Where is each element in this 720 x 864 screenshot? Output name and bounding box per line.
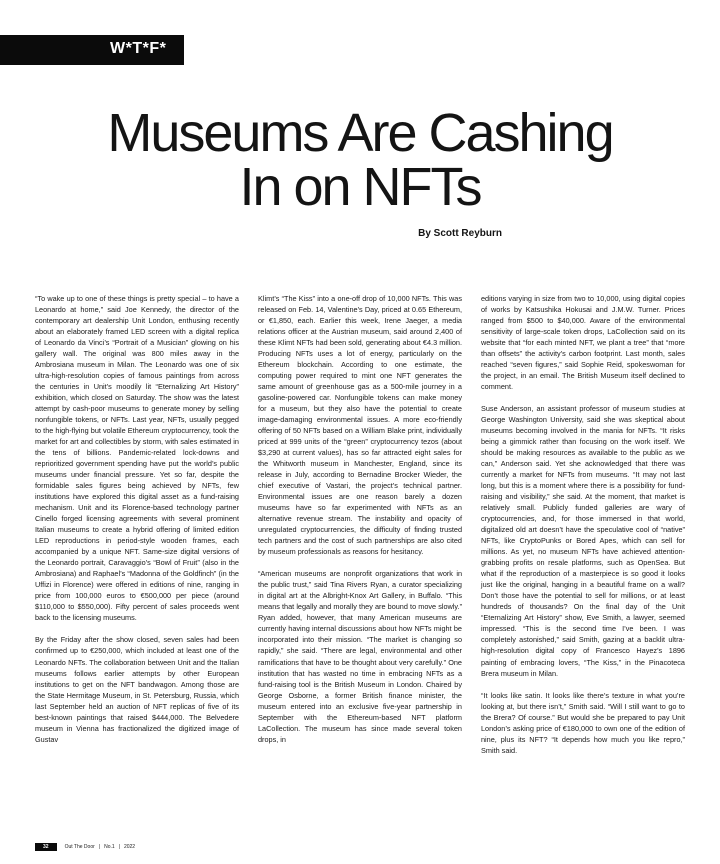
issue-year: 2022 xyxy=(123,844,136,850)
paragraph: “It looks like satin. It looks like there’s texture in what you’re looking at, but there isn’t,” Smith said. “Will I still want to go to the Brera? Of course.” But would she be prepared to pay Unit London’s asking price of €180,000 to own one of the edition of nine, plus its NFT? “It depends how much you like repro,” Smith said. xyxy=(481,690,685,755)
byline: By Scott Reyburn xyxy=(418,228,502,239)
footer-separator: | xyxy=(98,844,101,850)
paragraph: editions varying in size from two to 10,000, using digital copies of works by Katsushika Hokusai and J.M.W. Turner. Prices ranged from $500 to $40,000. Aware of the environmental sensitivity of large-scale token drops, LaCollection said on its website that “for each minted NFT, we plant a tree” that “more than offsets” the activity’s carbon footprint. Last month, sales reached “seven figures,” said Sophie Reid, spokeswoman for the project, in an email. The British Museum itself declined to comment. xyxy=(481,294,685,392)
paragraph: “To wake up to one of these things is pretty special – to have a Leonardo at home,” said Joe Kennedy, the director of the contemporary art dealership Unit London, enthusing recently about an elaborately framed LED screen with a digital replica of Leonardo da Vinci’s “Portrait of a Musician” glowing on his gallery wall. The original was 800 miles away in the Ambrosiana museum in Milan. The Leonardo was one of six ultra-high-resolution copies of famous paintings from across the centuries in Unit’s moodily lit “Eternalizing Art History” exhibition, which closed on Saturday. The show was the latest attempt by cash-poor museums to generate money by selling nonfungible tokens, or NFTs. Last year, NFTs, usually pegged to the high-flying but volatile Ethereum cryptocurrency, took the market for art and collectibles by storm, with sales estimated in the tens of billions. Pandemic-related lock-downs and reprioritized government spending have put the world’s public museums under financial pressure. Yet so far, despite the formidable sales figures being achieved by NFTs, few institutions have explored this digital asset as a fund-raising mechanism. Unit and its Florence-based technology partner Cinello forged licensing agreements with several prominent Italian museums to create a hybrid offering of limited edition LED reproductions in period-style wooden frames, each accompanied by a unique NFT. Same-size digital versions of the Leonardo portrait, Caravaggio’s “Bowl of Fruit” (also in the Ambrosiana) and Raphael’s “Madonna of the Goldfinch” (in the Uffizi in Florence) were offered in editions of nine, ranging in price from 100,000 euros to €500,000 per piece (around $110,000 to $550,000). Fifty percent of sales proceeds went back to the licensing museums. xyxy=(35,294,239,623)
column-1 xyxy=(35,293,239,756)
column-3 xyxy=(481,293,685,767)
article-body xyxy=(35,293,715,825)
paragraph: By the Friday after the show closed, seven sales had been confirmed up to €250,000, which included at least one of the Leonardo NFTs. The collaboration between Unit and the Italian museums follows earlier attempts by other European institutions to get on the NFT bandwagon. Among those are the State Hermitage Museum, in St. Petersburg, Russia, which last September held an auction of NFT replicas of five of its best-known paintings that raised $444,000. The Belvedere museum in Vienna has fractionalized the digitized image of Gustav xyxy=(35,635,239,744)
publication-name: Out The Door xyxy=(64,844,95,850)
paragraph: Klimt’s “The Kiss” into a one-off drop of 10,000 NFTs. This was released on Feb. 14, Valentine’s Day, priced at 0.65 Ethereum, or €1,850, each. Earlier this week, Irene Jaeger, a media relations officer at the Austrian museum, said around 2,400 of these Klimt NFTs had been sold, generating about €4.3 million. Producing NFTs uses a lot of energy, particularly on the Ethereum blockchain. According to one estimate, the computing power required to mint one NFT generates the same amount of greenhouse gas as a 500-mile journey in a gasoline-powered car. Nonfungible tokens can make money for a museum, but they also have the potential to create image-damaging environmental issues. A more eco-friendly offering of 50 NFTs based on a William Blake print, individually priced at 999 units of the “green” cryptocurrency tezos (about $3,290 at current values), has so far attracted eight sales for the Whitworth museum in Manchester, England, since its release in July, according to Bernadine Brocker Wieder, the chief executive of Vastari, the project’s technical partner. Environmental issues are one reason barely a dozen museums have so far experimented with NFTs as an alternative revenue stream. The instability and opacity of unregulated cryptocurrencies, the difficulty of finding trusted tech partners and the cost of such partnerships are also cited by museum professionals as reasons for hesitancy. xyxy=(258,294,462,557)
footer-separator: | xyxy=(118,844,120,850)
section-tag: W*T*F* xyxy=(110,40,167,57)
paragraph: “American museums are nonprofit organizations that work in the public trust,” said Tina Rivers Ryan, a curator specializing in digital art at the Albright-Knox Art Gallery, in Buffalo. “This means that legally and morally they are bound to move slowly.” Ryan added, however, that many American museums are currently having internal discussions about how NFTs might be incorporated into their mission. “The market is changing so rapidly,” she said. “There are legal, environmental and other ramifications that have to be thought about very carefully.” One institution that has wasted no time in embracing NFTs as a fund-raising tool is the British Museum in London. Chaired by George Osborne, a former British finance minister, the museum entered into an exclusive five-year partnership in September with the Ethereum-based NFT platform LaCollection. The museum has since made several token drops, in xyxy=(258,569,462,744)
issue-number: No.1 xyxy=(104,844,115,850)
paragraph: Suse Anderson, an assistant professor of museum studies at George Washington University, said she was skeptical about museums becoming involved in the mania for NFTs. “It risks being a gimmick rather than focusing on the work itself. We should be making resources as available to the public as we can,” Anderson said. Yet she acknowledged that there was currently a market for NFTs from museums. “It may not last long, but this is a moment where there is a possibility for fund-raising and visibility,” she said. At the moment, that market is relatively small. Publicly funded galleries are wary of cryptocurrencies, and, for those immersed in that world, digitalized old art doesn’t have the speculative cool of “native” NFTs, like CryptoPunks or Bored Apes, which can sell for millions. As yet, no museum NFTs have achieved attention-grabbing profits on resale platforms, such as OpenSea. But what if the reproduction of a masterpiece is so good it looks just like the original, hanging in a beautiful frame on a wall? Don’t those have the potential to sell for millions, or at least hundreds of thousands? On the final day of the Unit “Eternalizing Art History” show, Eve Smith, a lawyer, seemed impressed. “This is the second time I’ve been. I was completely astonished,” said Smith, gazing at a backlit ultra-high-resolution digital copy of Francesco Hayez’s 1896 painting of embracing lovers, “The Kiss,” in the Pinacoteca Brera museum in Milan. xyxy=(481,404,685,678)
page-footer xyxy=(35,842,139,852)
headline-line-2: In on NFTs xyxy=(239,157,481,217)
page-number: 32 xyxy=(35,843,57,851)
headline-line-1: Museums Are Cashing xyxy=(107,103,613,163)
column-2 xyxy=(258,293,462,756)
article-headline xyxy=(20,103,700,217)
section-tag-bar xyxy=(0,35,184,65)
